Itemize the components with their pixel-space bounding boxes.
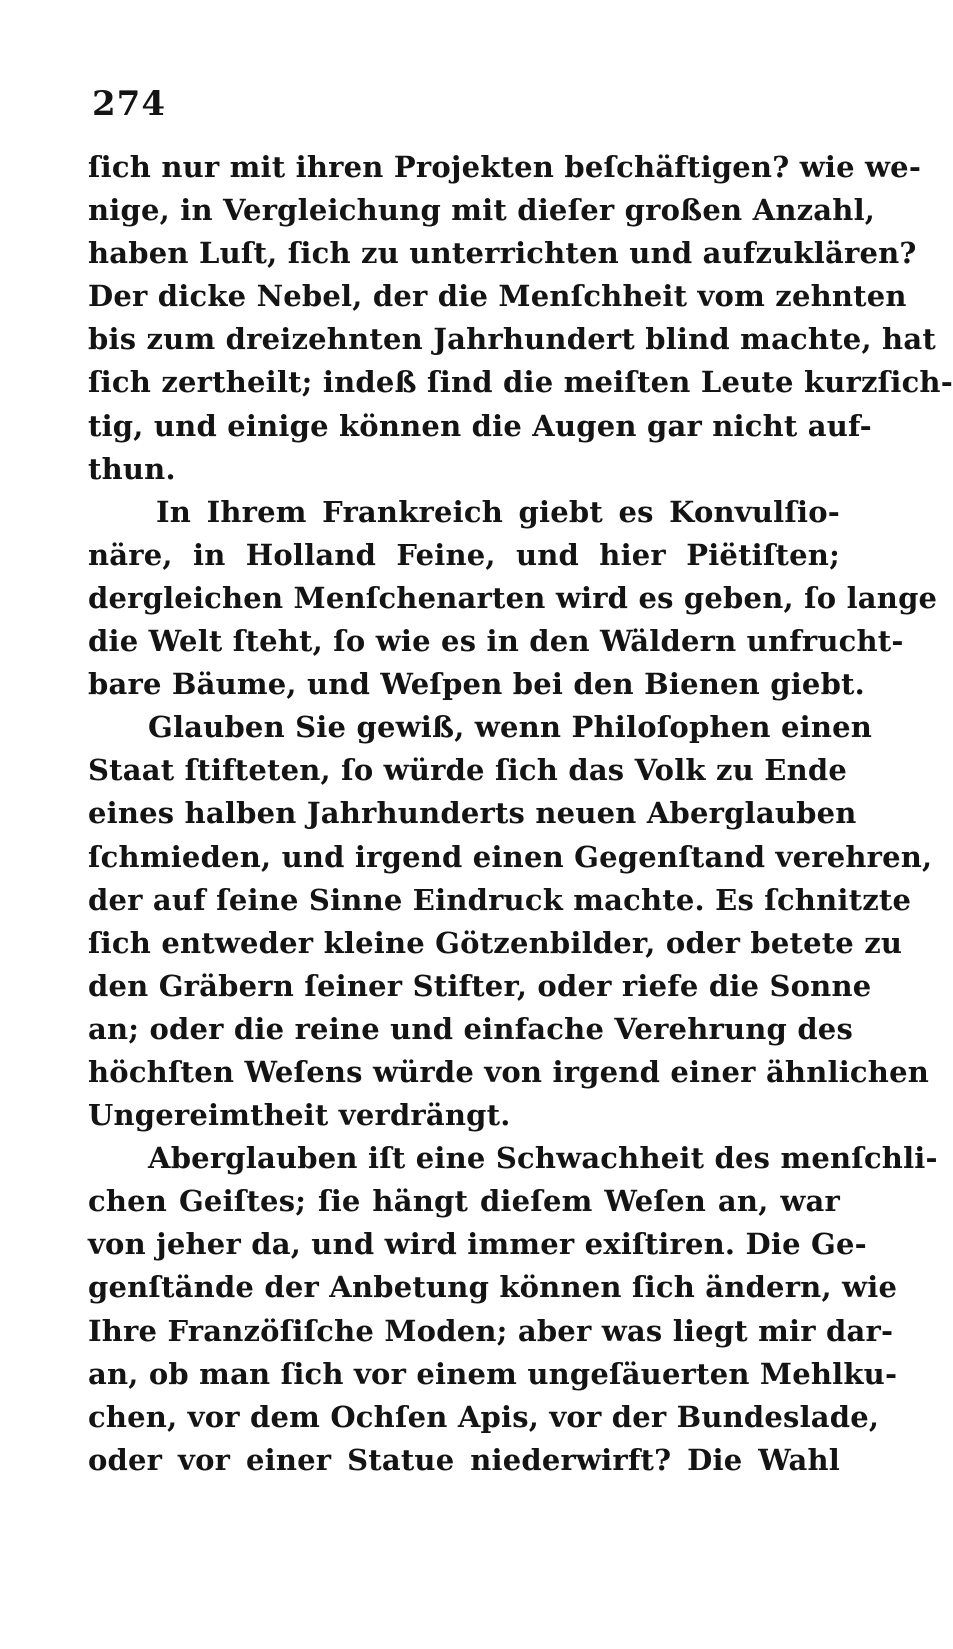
paragraph-start-line: In Ihrem Frankreich giebt es Konvulſio-: [156, 494, 840, 529]
text-line: eines halben Jahrhunderts neuen Aberglauben: [88, 796, 857, 831]
text-line: bis zum dreizehnten Jahrhundert blind machte, hat: [88, 322, 936, 357]
text-line: ſchmieden, und irgend einen Gegenſtand verehren,: [88, 839, 933, 874]
text-line: höchſten Weſens würde von irgend einer ähnlichen: [88, 1054, 930, 1089]
text-line: nige, in Vergleichung mit dieſer großen Anzahl,: [88, 193, 876, 228]
text-line: ſich entweder kleine Götzenbilder, oder betete zu: [88, 925, 903, 960]
text-line: chen, vor dem Ochſen Apis, vor der Bundeslade,: [88, 1399, 880, 1434]
text-line: Ungereimtheit verdrängt.: [88, 1098, 511, 1133]
text-line: den Gräbern ſeiner Stifter, oder riefe die Sonne: [88, 968, 872, 1003]
text-line: tig, und einige können die Augen gar nicht auf-: [88, 408, 872, 443]
page-number: 274: [92, 84, 166, 124]
text-line: von jeher da, und wird immer exiſtiren. Die Ge-: [88, 1227, 867, 1262]
body-text: [88, 146, 953, 1482]
text-line: Ihre Franzöſiſche Moden; aber was liegt mir dar-: [88, 1313, 894, 1348]
text-line: an, ob man ſich vor einem ungeſäuerten Mehlku-: [88, 1356, 898, 1391]
text-line: ſich nur mit ihren Projekten beſchäftigen? wie we-: [88, 150, 922, 184]
text-line: der auf ſeine Sinne Eindruck machte. Es ſchnitzte: [88, 882, 912, 917]
text-line: an; oder die reine und einfache Verehrung des: [88, 1011, 853, 1046]
text-line: dergleichen Menſchenarten wird es geben, ſo lange: [88, 580, 938, 615]
text-line: bare Bäume, und Weſpen bei den Bienen giebt.: [88, 667, 865, 702]
text-line: chen Geiſtes; ſie hängt dieſem Weſen an, war: [88, 1184, 840, 1219]
text-line: die Welt ſteht, ſo wie es in den Wäldern unfrucht-: [88, 624, 904, 659]
paragraph-start-line: Glauben Sie gewiß, wenn Philoſophen einen: [148, 710, 873, 745]
paragraph-start-line: Aberglauben iſt eine Schwachheit des menſchli-: [148, 1141, 938, 1176]
text-line: oder vor einer Statue niederwirft? Die Wahl: [88, 1442, 840, 1477]
text-line: ſich zertheilt; indeß ſind die meiſten Leute kurzſich-: [88, 365, 953, 400]
text-line: genſtände der Anbetung können ſich ändern, wie: [88, 1270, 898, 1305]
text-line: Der dicke Nebel, der die Menſchheit vom zehnten: [88, 279, 907, 314]
text-line: Staat ſtifteten, ſo würde ſich das Volk zu Ende: [88, 753, 847, 788]
text-line: thun.: [88, 451, 176, 486]
text-line: näre, in Holland Feine, und hier Piëtiſten;: [88, 537, 840, 572]
text-line: haben Luſt, ſich zu unterrichten und aufzuklären?: [88, 236, 917, 271]
